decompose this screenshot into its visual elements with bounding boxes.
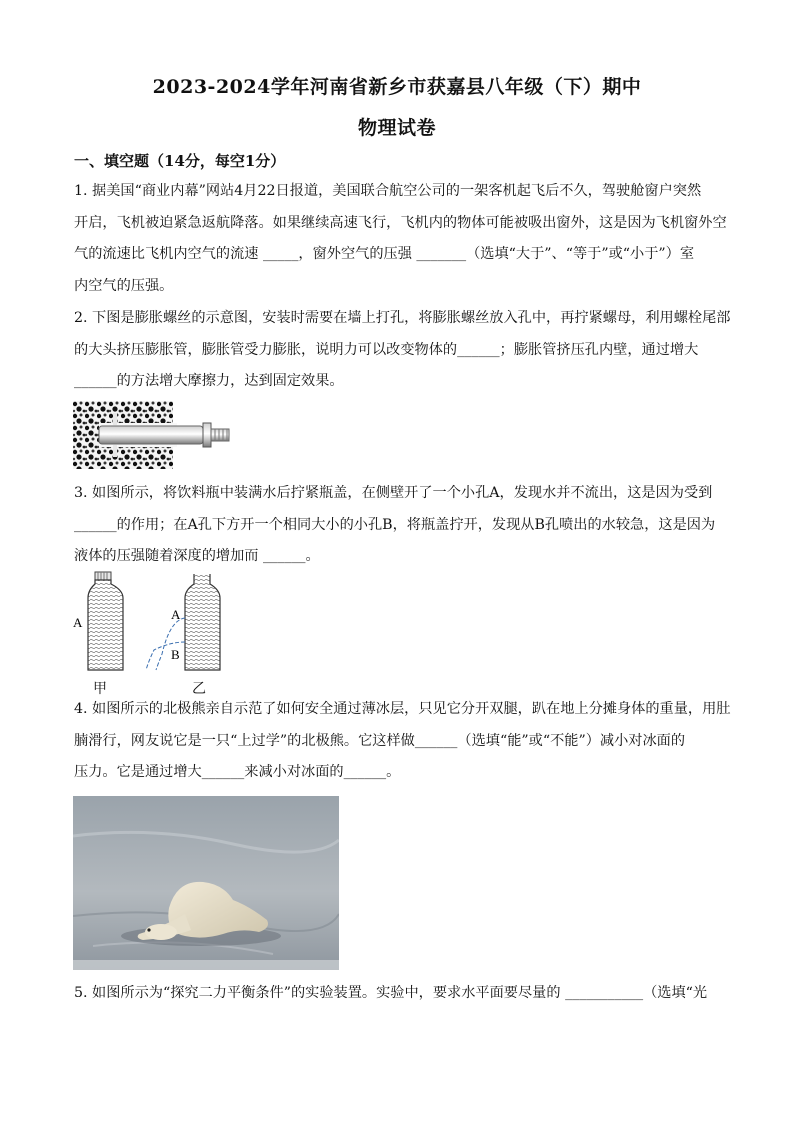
bolt-sleeve (99, 426, 203, 444)
bottle-cap (95, 572, 111, 580)
question-1 (74, 176, 727, 302)
section-heading: 一、填空题（14分，每空1分） (74, 152, 286, 170)
question-4-line: 4. 如图所示的北极熊亲自示范了如何安全通过薄冰层，只见它分开双腿，趴在地上分摊身体的重量，用肚 (74, 701, 731, 717)
question-3-line: ______的作用；在A孔下方开一个相同大小的小孔B，将瓶盖拧开，发现从B孔喷出的水较急，这是因为 (74, 516, 716, 533)
question-5 (74, 978, 724, 1010)
expansion-bolt-figure (73, 401, 233, 469)
exam-title-line1: 2023-2024学年河南省新乡市获嘉县八年级（下）期中 (152, 76, 642, 98)
hole-a-label-yi: A (171, 607, 181, 622)
exam-title-line2: 物理试卷 (357, 117, 436, 139)
question-2 (74, 303, 731, 398)
question-2-line: 2. 下图是膨胀螺丝的示意图，安装时需要在墙上打孔，将膨胀螺丝放入孔中，再拧紧螺母，利用螺栓尾部 (74, 310, 731, 326)
question-2-line: ______的方法增大摩擦力，达到固定效果。 (74, 373, 344, 389)
caption-yi: 乙 (192, 681, 206, 697)
question-4-line: 压力。它是通过增大______来减小对冰面的______。 (74, 764, 401, 780)
question-3-line: 3. 如图所示，将饮料瓶中装满水后拧紧瓶盖，在侧壁开了一个小孔A，发现水并不流出，这是因为受到 (74, 485, 713, 501)
question-3-line: 液体的压强随着深度的增加而 ______。 (74, 548, 320, 564)
question-3 (74, 478, 724, 573)
hole-b-label: B (171, 647, 180, 662)
question-1-line: 内空气的压强。 (74, 277, 174, 294)
question-1-line: 气的流速比飞机内空气的流速 _____，窗外空气的压强 _______（选填“大于”、“等于”或“小于”）室 (74, 246, 695, 262)
question-4-line: 腩滑行，网友说它是一只“上过学”的北极熊。它这样做______（选填“能”或“不能”）减小对冰面的 (74, 732, 686, 749)
bolt-nut (203, 423, 211, 447)
polar-bear-photo (73, 796, 339, 970)
bottle-yi (146, 574, 220, 670)
caption-jia: 甲 (93, 681, 107, 697)
hole-a-label: A (73, 615, 83, 630)
question-4 (74, 694, 731, 789)
question-1-line: 1. 据美国“商业内幕”网站4月22日报道，美国联合航空公司的一架客机起飞后不久，驾驶舱窗户突然 (74, 183, 702, 199)
bottles-figure (70, 570, 230, 674)
question-5-line: 5. 如图所示为“探究二力平衡条件”的实验装置。实验中，要求水平面要尽量的 ___________（选填“光 (74, 985, 708, 1001)
bottle-jia (88, 572, 123, 670)
question-1-line: 开启，飞机被迫紧急返航降落。如果继续高速飞行，飞机内的物体可能被吸出窗外，这是因为飞机窗外空 (74, 214, 727, 231)
question-2-line: 的大头挤压膨胀管，膨胀管受力膨胀，说明力可以改变物体的______；膨胀管挤压孔内壁，通过增大 (74, 341, 699, 358)
